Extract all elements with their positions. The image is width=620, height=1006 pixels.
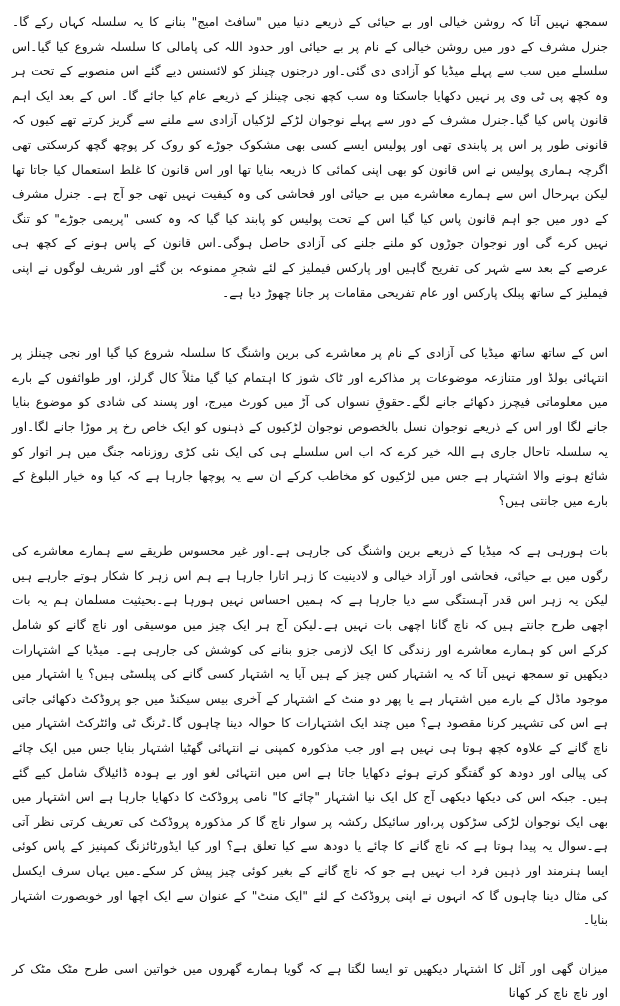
- article-paragraph-1: سمجھ نہیں آتا کہ روشن خیالی اور بے حیائی کے ذریعے دنیا میں "سافٹ امیج" بنانے کا یہ سلسلہ کہاں رکے گا۔جنرل مشرف کے دور میں روشن خیالی کے نام پر بے حیائی اور حدود اللہ کی پامالی کا سلسلہ شروع کیا گیا۔اس سلسلے میں سب سے پہلے میڈیا کو آزادی دی گئی۔اور درجنوں چینلز کو لائسنس دیے گئے اس منصوبے کے تحت ہر وہ کچھ پی ٹی وی پر نہیں دکھایا جاسکتا وہ سب کچھ نجی چینلز کے ذریعے عام کیا جائے گا۔ اس کے بعد ایک اہم قانون پاس کیا گیا۔جنرل مشرف کے دور سے پہلے نوجوان لڑکے لڑکیاں آزادی سے ملنے سے گریز کرتے تھے کیوں کہ قانونی طور پر اس پر پابندی تھی اور پولیس ایسے کسی بھی مشکوک جوڑے کو روک کر پوچھ گچھ کرسکتی تھی اگرچہ ہماری پولیس نے اس قانون کو بھی اپنی کمائی کا ذریعہ بنایا تھا اور اس قانون کا غلط استعمال کیا جاتا تھا لیکن بہرحال اس سے ہمارے معاشرے میں بے حیائی اور فحاشی کی وہ کیفیت نہیں تھی جو آج ہے۔ جنرل مشرف کے دور میں جو اہم قانون پاس کیا گیا اس کے تحت پولیس کو پابند کیا گیا کہ وہ کسی "پریمی جوڑے" کو تنگ نہیں کرے گی اور نوجوان جوڑوں کو ملنے جلنے کی آزادی حاصل ہوگی۔اس قانون کے پاس ہونے کے کچھ ہی عرصے کے بعد سے شہر کی تفریح گاہیں اور پارکس فیملیز کے لئے شجرِ ممنوعہ بن گئے اور شریف لوگوں نے اپنی فیملیز کے ساتھ پبلک پارکس اور عام تفریحی مقامات پر جانا چھوڑ دیا ہے۔: [12, 15, 608, 300]
- article-paragraph-4: میزان گھی اور آئل کا اشتہار دیکھیں تو ایسا لگتا ہے کہ گویا ہمارے گھروں میں خواتین اسی طرح مٹک مٹک کر اور ناچ ناچ کر کھانا: [12, 961, 608, 1001]
- article-paragraph-2: اس کے ساتھ ساتھ میڈیا کی آزادی کے نام پر معاشرے کی برین واشنگ کا سلسلہ شروع کیا گیا اور نجی چینلز پر انتہائی بولڈ اور متنازعہ موضوعات پر مذاکرے اور ٹاک شوز کا اہتمام کیا گیا مثلاً کال گرلز، اور طوائفوں کے بارے میں معلوماتی فیچرز دکھائے جانے لگے۔حقوقِ نسواں کی آڑ میں کورٹ میرج، اور پسند کی شادی کو موضوع بنایا جانے لگا اور اس کے ذریعے نوجوان نسل بالخصوص نوجوان لڑکیوں کے ذہنوں کو ایک خاص رخ پر موڑا جانے لگا۔اور یہ سلسلہ تاحال جاری ہے اللہ خیر کرے کہ اب اس سلسلے ہی کی ایک نئی کڑی روزنامہ جنگ میں ہر اتوار کو شائع ہونے والا اشتہار ہے جس میں لڑکیوں کو مخاطب کرکے ان سے یہ پوچھا جارہا ہے کہ کیا وہ خیار البلوغ کے بارے میں جانتی ہیں؟: [12, 346, 608, 508]
- article-paragraph-3: بات ہورہی ہے کہ میڈیا کے ذریعے برین واشنگ کی جارہی ہے۔اور غیر محسوس طریقے سے ہمارے معاشرے کی رگوں میں بے حیائی، فحاشی اور آزاد خیالی و لادینیت کا زہر اتارا جارہا ہے ہم اس زہر کا شکار ہوتے جارہے ہیں لیکن یہ زہر اس قدر آہستگی سے دیا جارہا ہے کہ ہمیں احساس نہیں ہورہا ہے۔بحیثیت مسلمان ہم یہ بات اچھی طرح جانتے ہیں کہ ناچ گانا اچھی بات نہیں ہے۔لیکن آج ہر ایک چیز میں موسیقی اور ناچ گانے کو شامل کرکے اس کو ہمارے معاشرے اور زندگی کا ایک لازمی جزو بنانے کی کوشش کی جارہی ہے۔ میڈیا کے اشتہارات دیکھیں تو سمجھ نہیں آتا کہ یہ اشتہار کس چیز کے ہیں آیا یہ اشتہار کسی گانے کی پبلسٹی ہیں؟ یا اشتہار میں موجود ماڈل کے بارے میں اشتہار ہے یا پھر دو منٹ کے اشتہار کے آخری بیس سیکنڈ میں جو پروڈکٹ دکھائی جاتی ہے اس کی تشہیر کرنا مقصود ہے؟ میں چند ایک اشتہارات کا حوالہ دینا چاہوں گا۔ٹرنگ ٹی وائٹرکٹ اشتہار میں ناچ گانے کے علاوہ کچھ ہوتا ہی نہیں ہے اور جب مذکورہ کمپنی نے انتہائی گھٹیا اشتہار بنایا جس میں ایک چائے کی پیالی اور دودھ کو گفتگو کرتے ہوئے دکھایا جاتا ہے اس میں انتہائی لغو اور بے ہودہ ڈائیلاگ شامل کیے گئے ہیں۔ جبکہ اس کی دیکھا دیکھی آج کل ایک نیا اشتہار "چائے کا" نامی پروڈکٹ کا دکھایا جارہا ہے اس اشتہار میں بھی ایک نوجوان لڑکی سڑکوں پر،اور سائیکل رکشہ پر سوار ناچ گا کر مذکورہ پروڈکٹ کی تعریف کرتی نظر آتی ہے۔سوال یہ پیدا ہوتا ہے کہ ناچ گانے کا چائے یا دودھ سے کیا تعلق ہے؟ اور کیا ایڈورٹائزنگ کمپنیز کے پاس کوئی ایسا ہنرمند اور ذہین فرد اب نہیں ہے جو کہ ناچ گانے کے بغیر کوئی چیز پیش کر سکے۔میں یہاں سرف ایکسل کی مثال دینا چاہوں گا کہ انہوں نے اپنی پروڈکٹ کے لئے "ایک منٹ" کے عنوان سے ایک اچھا اور خوبصورت اشتہار بنایا۔: [12, 544, 608, 928]
